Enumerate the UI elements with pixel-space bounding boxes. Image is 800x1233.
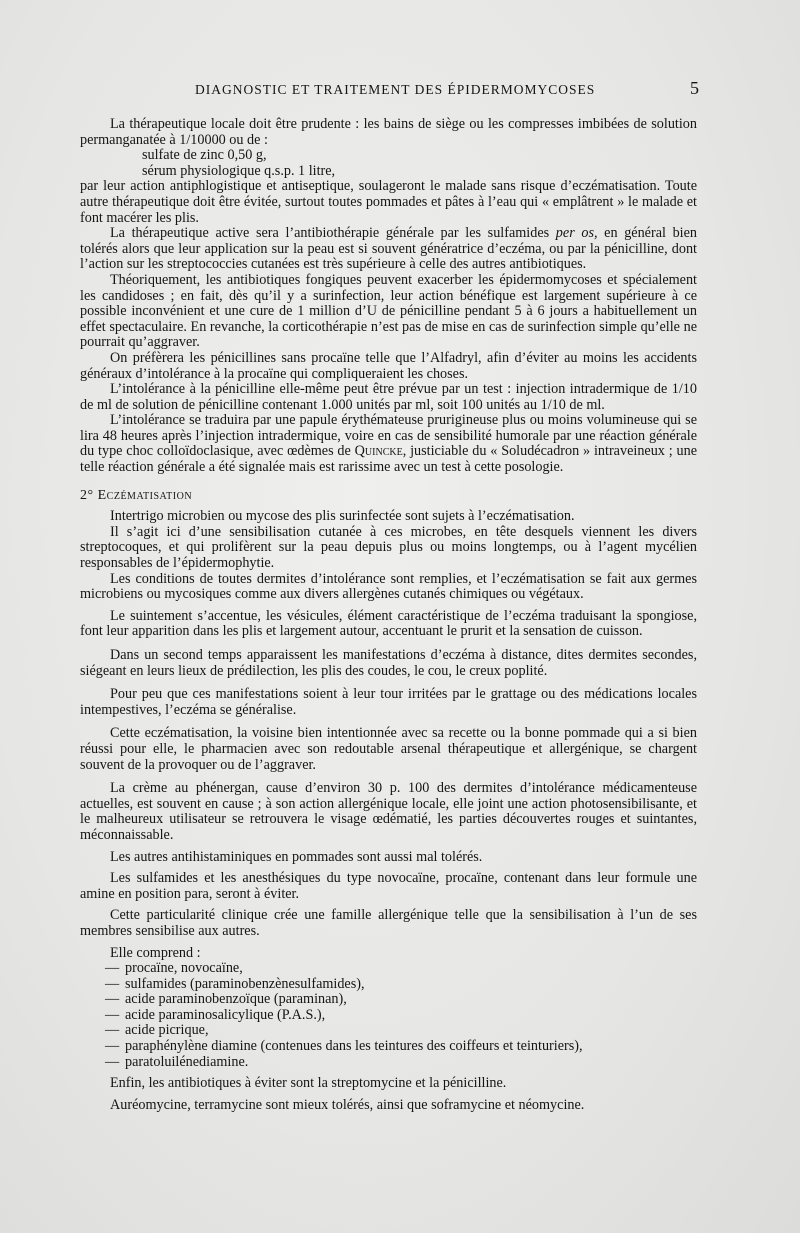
formula-line: sulfate de zinc 0,50 g, <box>142 147 267 164</box>
paragraph: Les conditions de toutes dermites d’intolérance sont remplies, et l’eczématisation se fait aux germes microbiens ou mycosiques comme aux divers allergènes cutanés chimiques ou végétaux. <box>80 570 697 603</box>
paragraph: Les sulfamides et les anesthésiques du type novocaïne, procaïne, contenant dans leur formule une amine en position para, seront à éviter. <box>80 870 697 902</box>
list-item: — procaïne, novocaïne, <box>105 960 243 977</box>
paragraph: L’intolérance à la pénicilline elle-même peut être prévue par un test : injection intradermique de 1/10 de ml de solution de pénicilline contenant 1.000 unités par ml, soit 100 unités au 1/10 de ml. <box>80 381 697 413</box>
paragraph: Cette particularité clinique crée une famille allergénique telle que la sensibilisation à l’un de ses membres sensibilise aux autres. <box>80 907 697 939</box>
list-item: — acide paraminobenzoïque (paraminan), <box>105 991 347 1008</box>
list-item: — paraphénylène diamine (contenues dans les teintures des coiffeurs et teinturiers), <box>105 1038 583 1055</box>
page-number: 5 <box>690 78 700 98</box>
list-item: — acide picrique, <box>105 1022 209 1039</box>
paragraph: La thérapeutique locale doit être prudente : les bains de siège ou les compresses imbibées de solution permanganatée à 1/10000 ou de : <box>80 116 697 148</box>
paragraph: Théoriquement, les antibiotiques fongiques peuvent exacerber les épidermomycoses et spécialement les candidoses ; en fait, dès qu’il y a surinfection, leur action bénéfique est largement supérieure à ce possible inconvénient et une cure de 1 million d’U de pénicilline pendant 5 à 6 jours a habituellement un effet spectaculaire. En revanche, la corticothérapie n’est pas de mise en cas de surinfection simple qu’elle ne pourrait qu’aggraver. <box>80 271 697 351</box>
paragraph: Cette eczématisation, la voisine bien intentionnée avec sa recette ou la bonne pommade qui a si bien réussi pour elle, le pharmacien avec son redoutable arsenal thérapeutique et allergénique, se chargent souvent de la provoquer ou de l’aggraver. <box>80 725 697 773</box>
running-header <box>80 78 700 100</box>
paragraph: Intertrigo microbien ou mycose des plis surinfectée sont sujets à l’eczématisation. <box>110 508 575 525</box>
author-name: Quincke, <box>354 443 407 460</box>
paragraph: par leur action antiphlogistique et antiseptique, soulageront le malade sans risque d’eczématisation. Toute autre thérapeutique doit être évitée, surtout toutes pommades et pâtes à l’eau qui « emplâtrent » le malade et font macérer les plis. <box>80 178 697 226</box>
paragraph: Il s’agit ici d’une sensibilisation cutanée à ces microbes, en tête desquels viennent les divers streptocoques, et qui prolifèrent sur la peau depuis plus ou moins longtemps, ou à l’agent mycélien responsables de l’épidermophytie. <box>80 523 697 572</box>
paragraph: Les autres antihistaminiques en pommades sont aussi mal tolérés. <box>110 848 483 865</box>
formula-line: sérum physiologique q.s.p. 1 litre, <box>142 162 336 179</box>
paragraph: Auréomycine, terramycine sont mieux tolérés, ainsi que soframycine et néomycine. <box>110 1096 585 1113</box>
list-item: — sulfamides (paraminobenzènesulfamides), <box>105 975 365 992</box>
paragraph: On préfèrera les pénicillines sans procaïne telle que l’Alfadryl, afin d’éviter au moins les accidents généraux d’intolérance à la procaïne qui compliqueraient les choses. <box>80 349 697 382</box>
section-number: 2° <box>80 487 94 503</box>
paragraph: Pour peu que ces manifestations soient à leur tour irritées par le grattage ou des médications locales intempestives, l’eczéma se généralise. <box>80 686 697 718</box>
paragraph: L’intolérance se traduira par une papule érythémateuse prurigineuse plus ou moins volumineuse qui se lira 48 heures après l’injection intradermique, voire en cas de sensibilité humorale par une réaction générale du type choc colloïdoclasique, avec œdèmes de Quincke, justiciable du « Soludécadron » intraveineux ; une telle réaction générale a été signalée mais est rarissime avec un test à cette posologie. <box>80 412 697 476</box>
running-title: DIAGNOSTIC ET TRAITEMENT DES ÉPIDERMOMYCOSES <box>195 82 596 97</box>
list-item: — acide paraminosalicylique (P.A.S.), <box>105 1006 326 1023</box>
list-item: — paratoluilénediamine. <box>105 1053 249 1070</box>
paragraph: Elle comprend : <box>110 944 201 961</box>
body-text <box>80 117 697 1113</box>
section-title: Eczématisation <box>97 487 193 503</box>
section-heading <box>80 488 697 504</box>
paragraph: La crème au phénergan, cause d’environ 30 p. 100 des dermites d’intolérance médicamenteuse actuelles, est souvent en cause ; à son action allergénique locale, elle joint une action photosensibilisante, et le malheureux utilisateur se retrouvera le visage œdématié, les parties découvertes rouges et suintantes, méconnaissable. <box>80 780 697 843</box>
paragraph: La thérapeutique active sera l’antibiothérapie générale par les sulfamides per os, en général bien tolérés alors que leur application sur la peau est si souvent génératrice d’eczéma, ou par la pénicilline, dont l’action sur les streptococcies cutanées est très supérieure à celle des autres antibiotiques. <box>80 225 697 273</box>
paragraph: Le suintement s’accentue, les vésicules, élément caractéristique de l’eczéma traduisant la spongiose, font leur apparition dans les plis et largement autour, accentuant le prurit et la sensation de cuisson. <box>80 607 697 640</box>
allergen-list <box>80 961 697 1070</box>
paragraph: Dans un second temps apparaissent les manifestations d’eczéma à distance, dites dermites secondes, siégeant en leurs lieux de prédilection, les plis des coudes, le cou, le creux poplité. <box>80 647 697 679</box>
latin-term: per os, <box>555 225 598 242</box>
paragraph: Enfin, les antibiotiques à éviter sont la streptomycine et la pénicilline. <box>110 1075 507 1092</box>
